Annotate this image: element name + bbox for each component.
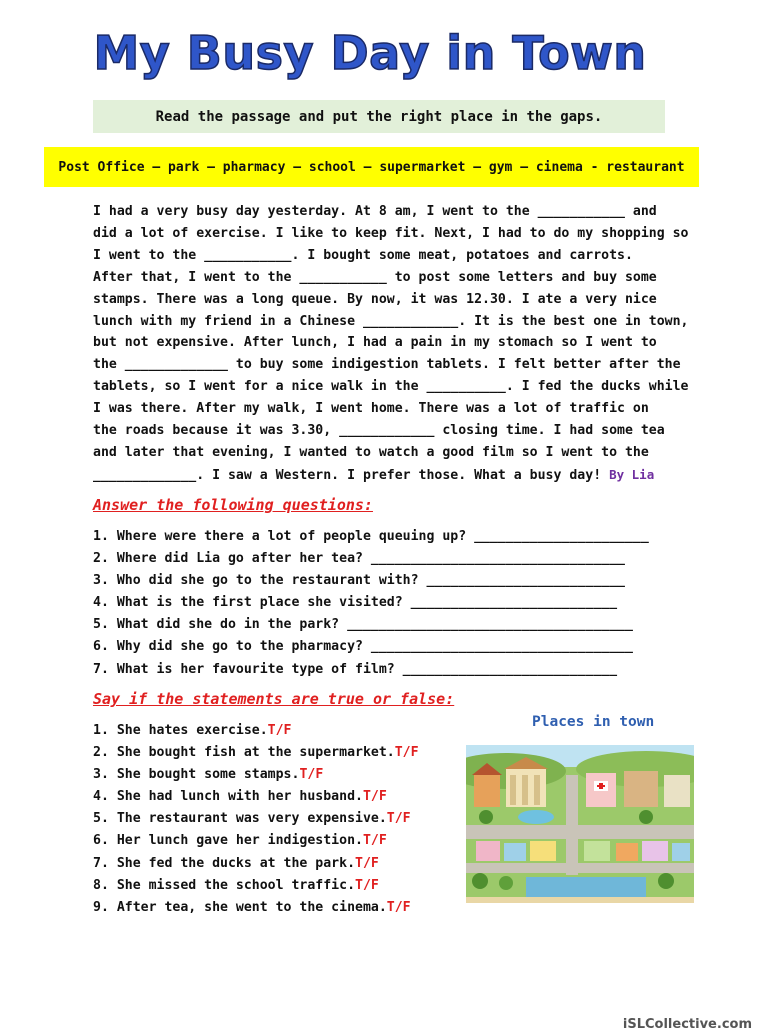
instruction-text: Read the passage and put the right place in the gaps.: [155, 108, 603, 125]
passage-line-last: [93, 464, 675, 487]
passage-line: I had a very busy day yesterday. At 8 am, I went to the ___________ and: [93, 204, 657, 219]
question-item: 1. Where were there a lot of people queuing up? ______________________: [93, 529, 649, 544]
statement-text: 9. After tea, she went to the cinema.: [93, 899, 387, 915]
worksheet-title: My Busy Day in Town: [93, 26, 647, 80]
statement-text: 3. She bought some stamps.: [93, 767, 300, 783]
question-item: 4. What is the first place she visited? __________________________: [93, 595, 618, 611]
passage-line: tablets, so I went for a nice walk in the __________. I fed the ducks while: [93, 379, 689, 395]
passage-line: the roads because it was 3.30, ____________ closing time. I had some tea: [93, 423, 665, 439]
statement-item: [93, 720, 419, 742]
passage-line: did a lot of exercise. I like to keep fit. Next, I had to do my shopping so: [93, 225, 689, 241]
statement-item: [93, 742, 419, 764]
question-item: 3. Who did she go to the restaurant with? _________________________: [93, 573, 625, 589]
questions-heading: Answer the following questions:: [93, 496, 373, 514]
statement-item: [93, 786, 419, 808]
passage-line: but not expensive. After lunch, I had a pain in my stomach so I went to: [93, 335, 657, 351]
word-bank: [44, 147, 699, 187]
passage-line-text: _____________. I saw a Western. I prefer those. What a busy day!: [93, 467, 610, 483]
question-item: 2. Where did Lia go after her tea? ________________________________: [93, 551, 625, 567]
tf-marker: T/F: [355, 877, 379, 893]
tf-marker: T/F: [267, 723, 292, 738]
passage-line: After that, I went to the ___________ to post some letters and buy some: [93, 269, 657, 285]
tf-marker: T/F: [355, 855, 379, 871]
statement-item: [93, 764, 419, 786]
passage-line: I went to the ___________. I bought some meat, potatoes and carrots.: [93, 247, 633, 263]
town-illustration: [466, 745, 694, 903]
tf-marker: T/F: [386, 899, 411, 915]
true-false-heading: Say if the statements are true or false:: [93, 690, 455, 708]
tf-marker: T/F: [362, 833, 387, 849]
statement-text: 6. Her lunch gave her indigestion.: [93, 833, 363, 849]
statement-text: 8. She missed the school traffic.: [93, 877, 356, 893]
statement-text: 5. The restaurant was very expensive.: [93, 811, 387, 827]
reading-passage: [93, 201, 689, 487]
statement-text: 2. She bought fish at the supermarket.: [93, 745, 395, 761]
statement-item: [93, 853, 419, 875]
passage-line: I was there. After my walk, I went home. There was a lot of traffic on: [93, 401, 649, 417]
word-bank-text: Post Office – park – pharmacy – school – supermarket – gym – cinema - restaurant: [58, 159, 685, 175]
statement-text: 1. She hates exercise.: [93, 723, 268, 738]
tf-marker: T/F: [362, 789, 387, 805]
statement-text: 7. She fed the ducks at the park.: [93, 855, 356, 871]
tf-marker: T/F: [386, 811, 411, 827]
statement-text: 4. She had lunch with her husband.: [93, 789, 363, 805]
passage-author: By Lia: [609, 466, 655, 482]
statement-item: [93, 897, 419, 919]
site-watermark: iSLCollective.com: [622, 1017, 752, 1032]
question-item: 7. What is her favourite type of film? ___________________________: [93, 661, 618, 677]
statement-item: [93, 875, 419, 897]
question-item: 6. Why did she go to the pharmacy? _________________________________: [93, 639, 633, 655]
image-caption: Places in town: [532, 714, 655, 730]
statement-item: [93, 808, 419, 830]
statement-item: [93, 830, 419, 852]
passage-line: lunch with my friend in a Chinese ____________. It is the best one in town,: [93, 313, 689, 329]
tf-marker: T/F: [394, 745, 419, 761]
passage-line: stamps. There was a long queue. By now, it was 12.30. I ate a very nice: [93, 291, 657, 307]
tf-marker: T/F: [299, 767, 324, 783]
passage-line: the _____________ to buy some indigestion tablets. I felt better after the: [93, 357, 681, 373]
true-false-list: [93, 720, 419, 919]
passage-line: and later that evening, I wanted to watch a good film so I went to the: [93, 444, 649, 460]
question-item: 5. What did she do in the park? ____________________________________: [93, 617, 633, 633]
questions-list: [93, 526, 649, 681]
instruction-box: [93, 100, 665, 133]
